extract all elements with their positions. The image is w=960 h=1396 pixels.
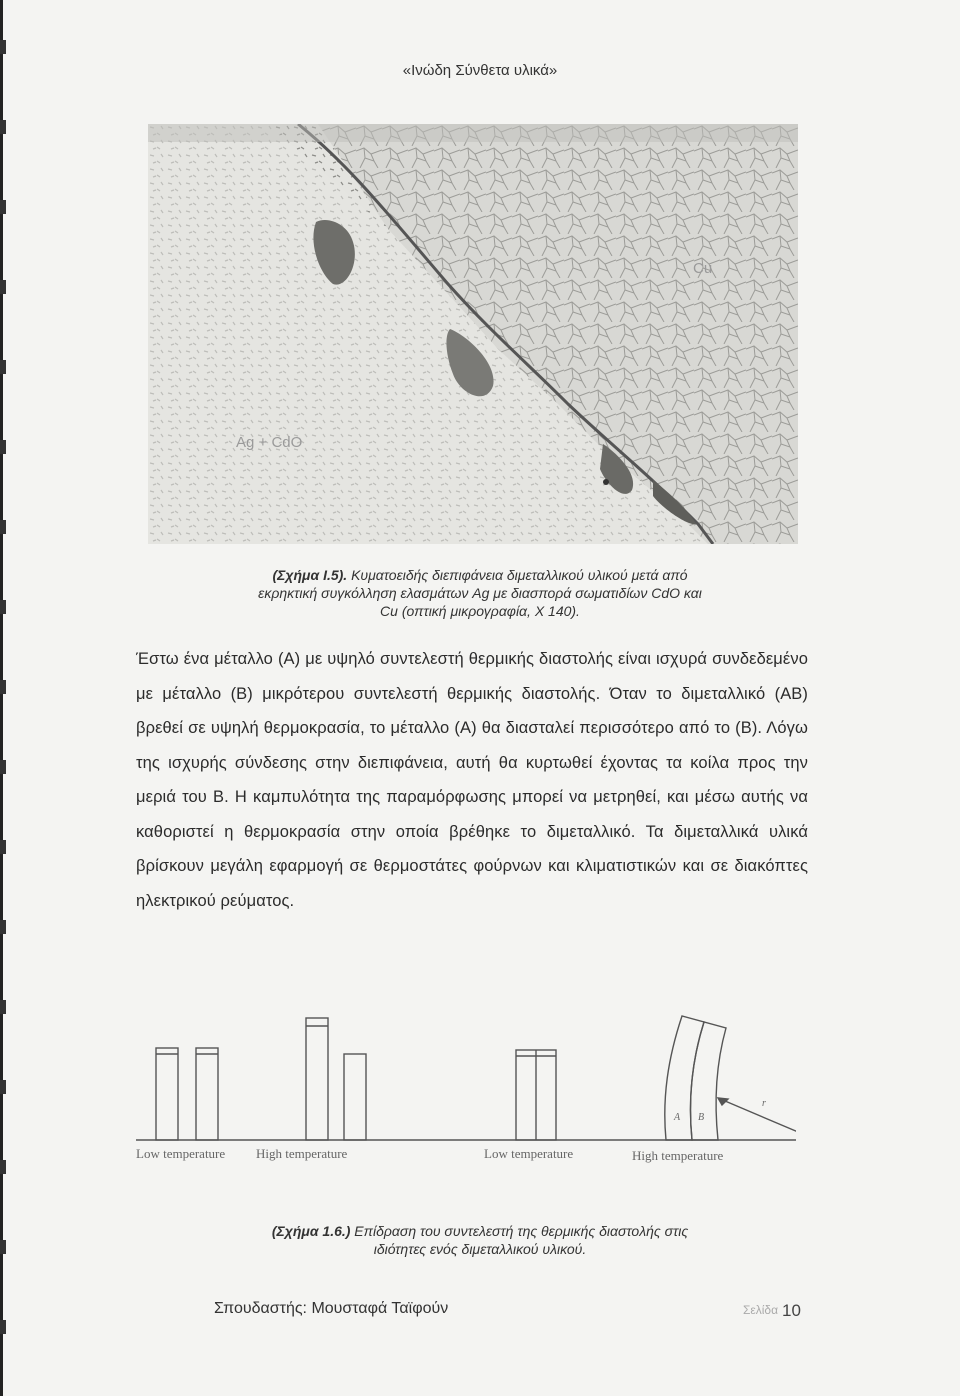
figure1-caption-number: (Σχήμα Ι.5).: [272, 567, 348, 583]
strip-bent-high: [665, 1016, 796, 1140]
label-r: r: [762, 1098, 766, 1109]
body-paragraph: Έστω ένα μέταλλο (Α) με υψηλό συντελεστή θερμικής διαστολής είναι ισχυρά συνδεδεμένο με μέταλλο (Β) μικρότερου συντελεστή θερμικής διαστολής. Όταν το διμεταλλικό (ΑΒ) βρεθεί σε υψηλή θερμοκρασία, το μέταλλο (Α) θα διασταλεί περισσότερο από το (Β). Λόγω της ισχυρής σύνδεσης στην διεπιφάνεια, αυτή θα κυρτωθεί έχοντας τα κοίλα προς την μεριά του Β. Η καμπυλότητα της παραμόρφωσης μπορεί να μετρηθεί, και μέσω αυτής να καθοριστεί η θερμοκρασία στην οποία βρέθηκε το διμεταλλικό. Τα διμεταλλικά υλικά βρίσκουν μεγάλη εφαρμογή σε θερμοστάτες φούρνων και κλιματιστικών και σε διακόπτες ηλεκτρικού ρεύματος.: [136, 650, 808, 910]
figure2-caption: [140, 1222, 820, 1258]
label-a: A: [674, 1112, 681, 1123]
label-cu: Cu: [693, 260, 713, 277]
footer-page-number: 10: [782, 1301, 801, 1320]
figure2-caption-line2: ιδιότητες ενός διμεταλλικού υλικού.: [373, 1241, 587, 1257]
footer-student: Σπουδαστής: Μουσταφά Ταϊφούν: [214, 1300, 449, 1317]
figure1-caption: [140, 566, 820, 620]
footer-page-label: Σελίδα: [743, 1303, 779, 1317]
strips-separate-high: [306, 1018, 366, 1140]
label-high-temp-2: High temperature: [632, 1148, 724, 1163]
label-low-temp-1: Low temperature: [136, 1146, 226, 1161]
bimetal-diagram: [136, 1008, 796, 1168]
binding-edge: [0, 0, 10, 1396]
page-header: «Ινώδη Σύνθετα υλικά»: [402, 62, 558, 79]
figure1-caption-line3: Cu (οπτική μικρογραφία, Χ 140).: [380, 603, 580, 619]
micrograph-image: [148, 124, 798, 544]
strip-bonded-low: [516, 1050, 556, 1140]
label-ag-cdo: Ag + CdO: [236, 434, 303, 451]
figure2-caption-line1: Επίδραση του συντελεστή της θερμικής διαστολής στις: [350, 1223, 689, 1239]
label-b: B: [698, 1112, 705, 1123]
label-low-temp-2: Low temperature: [484, 1146, 574, 1161]
figure1-caption-line2: εκρηκτική συγκόλληση ελασμάτων Ag με διασπορά σωματιδίων CdO και: [258, 585, 702, 601]
label-high-temp-1: High temperature: [256, 1146, 348, 1161]
figure1-caption-line1: Κυματοειδής διεπιφάνεια διμεταλλικού υλικού μετά από: [347, 567, 688, 583]
strips-separate-low: [156, 1048, 218, 1140]
figure2-caption-number: (Σχήμα 1.6.): [271, 1223, 351, 1239]
